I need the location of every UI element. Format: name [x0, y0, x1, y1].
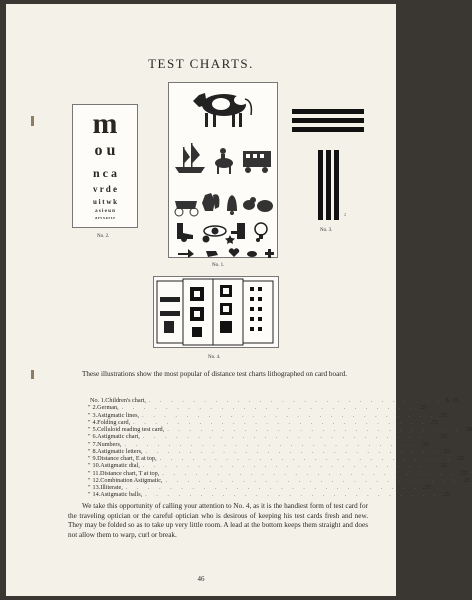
item-number: 11.: [92, 469, 101, 477]
leader-dots: . . . . . . . . . . . . . . . . . . . . . . . . . . .: [145, 491, 440, 499]
binding-mark: [31, 370, 34, 379]
figure-caption: No. 3.: [320, 228, 333, 233]
item-price: .25: [439, 411, 447, 419]
leader-dots: . . . . . . . . . . . . . . . . . . . . . . . . . . .: [142, 433, 437, 441]
item-price: .35: [439, 462, 448, 470]
item-number: 2.: [92, 404, 98, 412]
price-list-item: [88, 447, 451, 455]
price-list: [88, 397, 472, 499]
item-price: .25: [462, 476, 471, 484]
closing-text: We take this opportunity of calling your attention to No. 4, as it is the handiest form of test card for the traveling optician or the careful optician who is desirous of keeping his test cards fresh and new. They may be folded so as to take up very little room. A lead at the bottom keeps them straight and does not allow them to warp, curl or break.: [68, 502, 368, 539]
leader-dots: . . . . . . . . . . . . . . . . . . . . . . . . . . .: [145, 447, 440, 455]
arrow-icon: [178, 249, 194, 258]
figure-caption: No. 4.: [208, 355, 221, 360]
train-icon: [243, 151, 271, 173]
price-list-item: [88, 491, 450, 499]
price-list-item: [88, 418, 438, 426]
price-list-item: [88, 440, 430, 448]
item-name: Astigmatic chart,: [97, 433, 140, 441]
item-number: 12.: [92, 476, 101, 484]
symbol-row-1: [178, 231, 276, 241]
price-list-item: [88, 411, 447, 419]
horse-rider-icon: [215, 148, 233, 174]
price-list-item: [88, 433, 448, 441]
item-name: Celluloid reading test card,: [97, 426, 165, 433]
item-number: 4.: [92, 418, 98, 426]
price-list-item: [88, 455, 465, 462]
panel-dots-4: [250, 287, 262, 331]
figure-letter-chart: [72, 104, 138, 228]
item-name: Astigmatic dial,: [100, 462, 140, 470]
hand-icon: [206, 251, 218, 257]
item-number: 14.: [92, 491, 101, 499]
figure-caption: No. 2.: [97, 234, 110, 239]
item-name: Children's chart,: [105, 397, 146, 404]
star-icon: [225, 235, 235, 244]
item-name: Illiterate,: [100, 484, 123, 491]
item-price: .35: [439, 433, 448, 441]
item-name: Distance chart, E at top,: [97, 455, 157, 462]
chart-line-4: v r d e: [92, 184, 118, 194]
item-price: .25: [459, 469, 467, 477]
leader-dots: . . . . . . . . . . . . . . . . . . . . . . . . . . .: [125, 484, 420, 491]
heart-icon: [229, 248, 239, 257]
figure-astigmatic-lines: [288, 104, 368, 224]
svg-text:2: 2: [344, 212, 346, 217]
item-price: .25: [422, 484, 431, 491]
item-price: $ .35: [445, 397, 459, 404]
leader-dots: . . . . . . . . . . . . . . . . . . . . . . . . . . .: [142, 411, 437, 419]
leader-dots: . . . . . . . . . . . . . . . . . . . . . . . . . . .: [148, 397, 443, 404]
price-list-item: [88, 404, 427, 412]
item-number: 8.: [92, 447, 98, 455]
binding-mark: [31, 116, 34, 126]
item-number: No. 1.: [90, 397, 106, 404]
intro-text: These illustrations show the most popular of distance test charts lithographed on card board.: [82, 370, 348, 378]
dot-icon: [256, 238, 260, 242]
leader-dots: . . . . . . . . . . . . . . . . . . . . . . . . . . .: [142, 462, 437, 470]
item-ditto: ": [88, 484, 91, 491]
grid-pattern: [160, 297, 180, 333]
figure-caption: No. 1.: [212, 263, 225, 268]
leader-dots: . . . . . . . . . . . . . . . . . . . . . . . . . . .: [167, 426, 462, 433]
item-name: Astigmatic letters,: [97, 447, 143, 455]
item-price: .75: [430, 418, 438, 426]
pig-icon: [257, 200, 273, 212]
item-price: .30: [464, 426, 472, 433]
chart-line-5: u i t w k: [92, 198, 118, 206]
page-title: TEST CHARTS.: [148, 56, 254, 71]
leader-dots: . . . . . . . . . . . . . . . . . . . . . . . . . . .: [162, 469, 457, 477]
price-list-item: [88, 397, 459, 404]
item-ditto: ": [88, 418, 91, 426]
leader-dots: . . . . . . . . . . . . . . . . . . . . . . . . . . .: [159, 455, 454, 462]
item-number: 5.: [92, 426, 98, 433]
carriage-icon: [175, 201, 198, 216]
item-name: Combination Astigmatic,: [100, 476, 163, 484]
item-ditto: ": [88, 404, 91, 412]
item-ditto: ": [88, 469, 91, 477]
item-number: 6.: [92, 433, 98, 441]
fish-icon: [247, 251, 257, 257]
item-name: Astigmatic balls,: [100, 491, 143, 499]
price-list-item: [88, 462, 448, 470]
item-number: 10.: [92, 462, 101, 470]
cow-icon: [193, 93, 251, 127]
item-name: German,: [97, 404, 119, 412]
cross-icon: [265, 249, 274, 258]
item-ditto: ": [88, 433, 91, 441]
leader-dots: . . . . . . . . . . . . . . . . . . . . . . . . . . .: [165, 476, 460, 484]
panel-letters-2: [190, 287, 204, 337]
chart-line-3: n c a: [93, 166, 117, 180]
rooster-icon: [202, 193, 219, 211]
bug-icon: [181, 236, 187, 242]
closing-paragraph: [68, 502, 368, 540]
item-name: Distance chart, T at top,: [100, 469, 160, 477]
button-icon: [203, 236, 210, 243]
item-number: 3.: [92, 411, 98, 419]
item-price: .25: [442, 491, 450, 499]
price-list-item: [88, 426, 472, 433]
price-list-item: [88, 469, 467, 477]
leader-dots: . . . . . . . . . . . . . . . . . . . . . . . . . . .: [121, 404, 416, 412]
figure-folding-card: [153, 276, 279, 348]
page-number: 46: [197, 575, 205, 583]
leader-dots: . . . . . . . . . . . . . . . . . . . . . . . . . . .: [133, 418, 428, 426]
item-price: .25: [421, 440, 430, 448]
item-ditto: ": [88, 411, 91, 419]
item-name: Folding card,: [97, 418, 131, 426]
item-number: 7.: [92, 440, 98, 448]
item-name: Astigmatic lines,: [97, 411, 140, 419]
item-ditto: ": [88, 455, 91, 462]
leader-dots: . . . . . . . . . . . . . . . . . . . . . . . . . . .: [124, 440, 419, 448]
vertical-lines: [318, 150, 339, 220]
item-ditto: ": [88, 447, 91, 455]
catalog-page: [6, 4, 472, 596]
panel-letters-3: [220, 285, 232, 333]
price-list-item: [88, 476, 471, 484]
item-price: .25: [418, 404, 427, 412]
item-ditto: ": [88, 426, 91, 433]
item-number: 13.: [92, 484, 101, 491]
ship-icon: [175, 143, 205, 173]
item-ditto: ": [88, 491, 91, 499]
item-price: .15: [442, 447, 451, 455]
bell-icon: [227, 195, 237, 215]
chart-line-7: a e v x a r s e: [95, 216, 115, 220]
chart-line-6: a s i e u n: [95, 209, 115, 214]
chart-line-2: o u: [94, 142, 116, 159]
item-ditto: ": [88, 440, 91, 448]
intro-paragraph: [68, 370, 368, 380]
price-list-item: [88, 484, 431, 491]
bird-icon: [243, 197, 256, 210]
horizontal-lines: [292, 109, 364, 132]
item-price: .25: [456, 455, 465, 462]
chart-line-1: m: [92, 107, 118, 140]
item-ditto: ": [88, 476, 91, 484]
item-number: 9.: [92, 455, 98, 462]
item-ditto: ": [88, 462, 91, 470]
symbol-row-2: [176, 246, 276, 258]
item-name: Numbers,: [97, 440, 122, 448]
